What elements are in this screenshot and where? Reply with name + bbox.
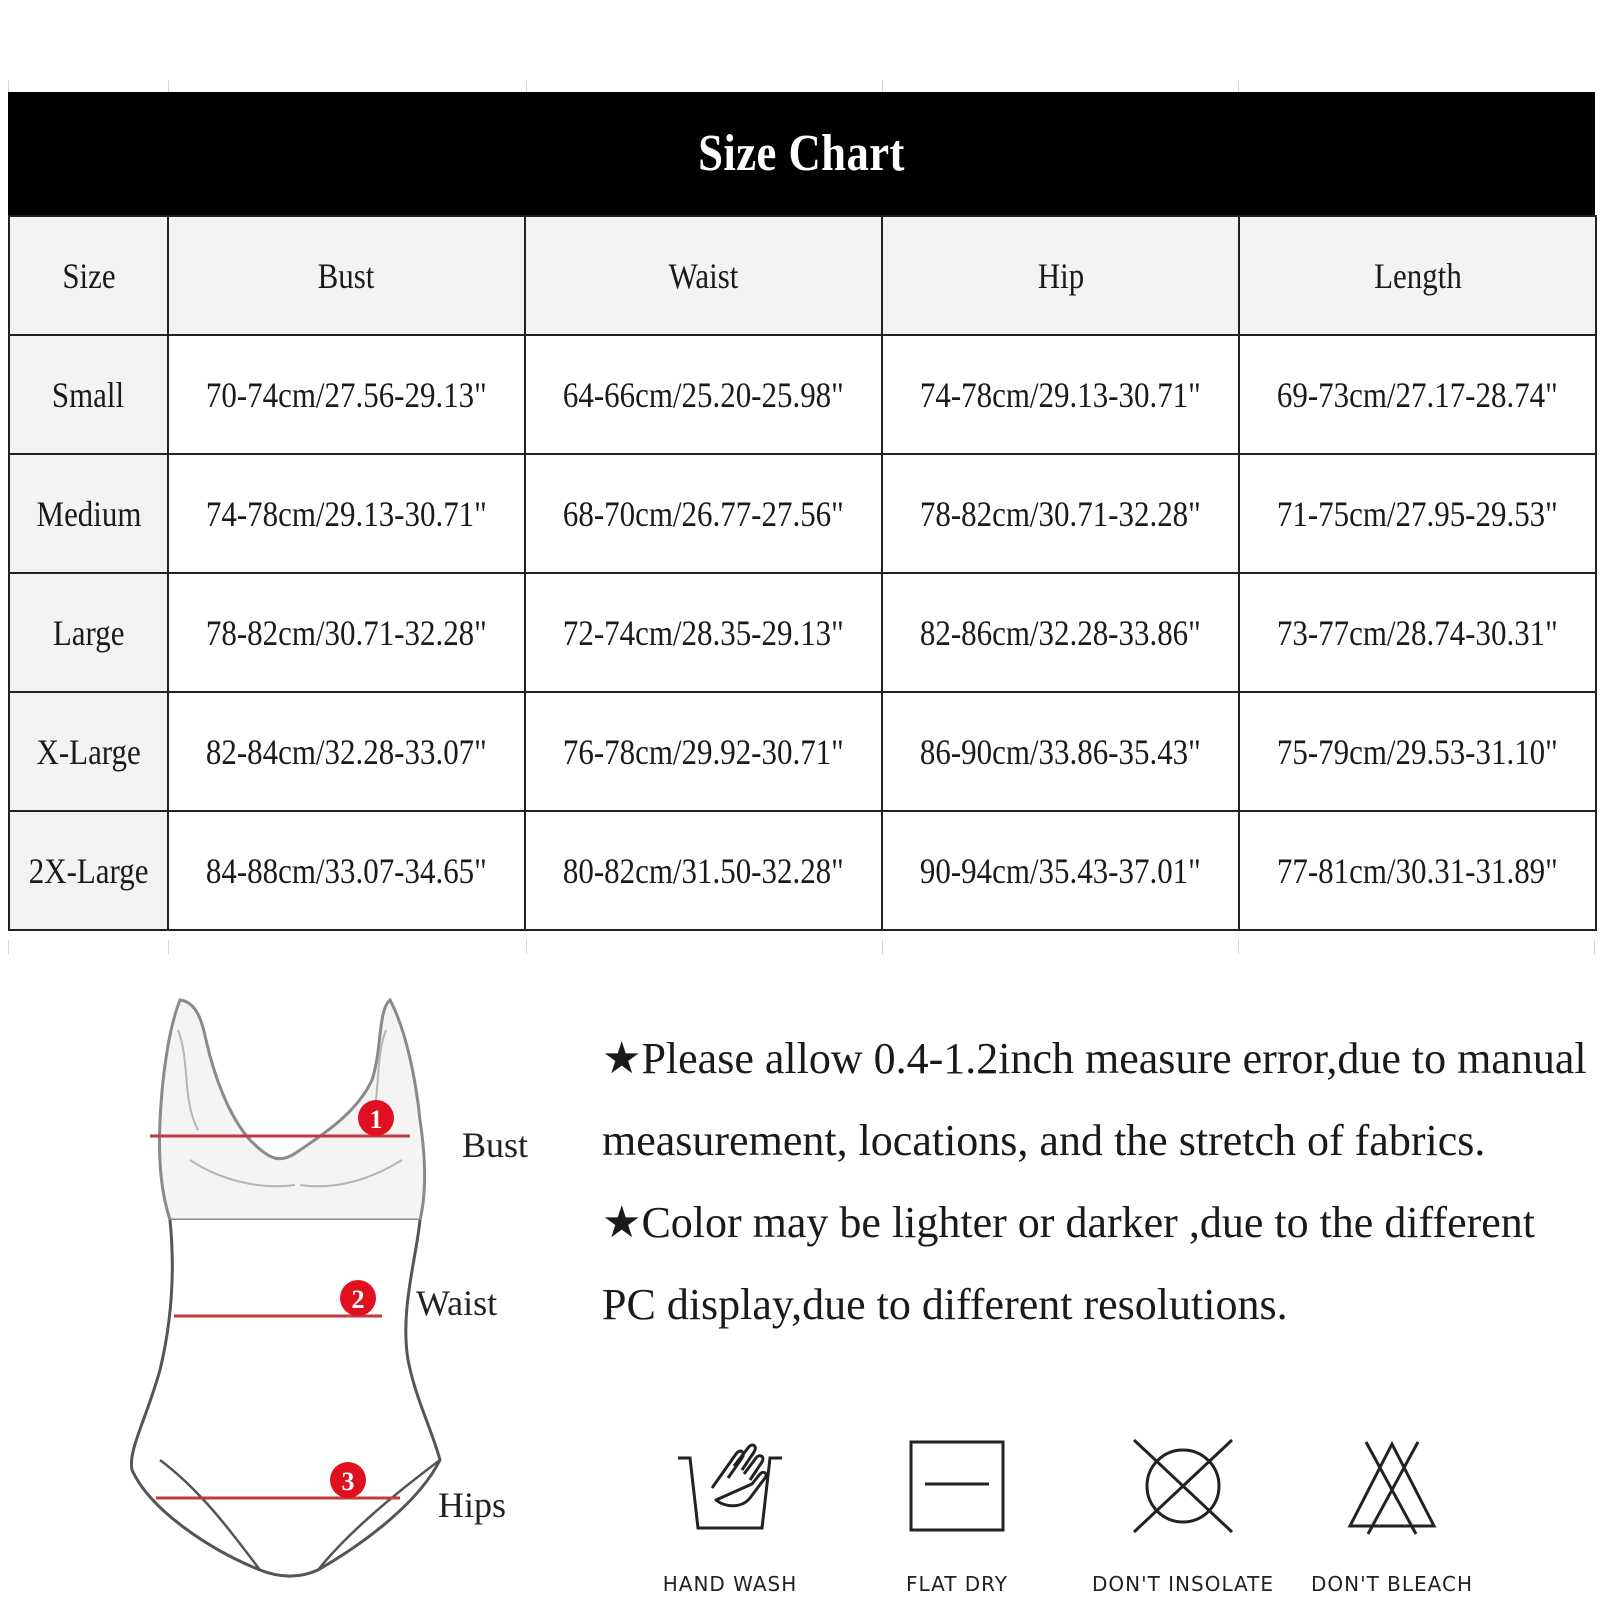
size-label: Small — [52, 374, 125, 415]
bust-cell — [168, 454, 525, 573]
length-value: 75-79cm/29.53-31.10" — [1277, 731, 1558, 772]
length-value: 77-81cm/30.31-31.89" — [1277, 850, 1558, 891]
care-label: HAND WASH — [662, 1572, 798, 1596]
hip-cell — [882, 811, 1239, 930]
waist-cell — [525, 573, 882, 692]
size-label: Medium — [36, 493, 141, 534]
marker-1-label: 1 — [369, 1105, 383, 1134]
notes — [602, 1018, 1592, 1346]
care-hand-wash — [630, 1436, 830, 1596]
hip-cell — [882, 692, 1239, 811]
length-cell — [1239, 811, 1596, 930]
header-label: Waist — [668, 255, 739, 296]
table-row — [9, 692, 1596, 811]
grid-tick — [168, 80, 169, 92]
hip-value: 82-86cm/32.28-33.86" — [920, 612, 1201, 653]
length-cell — [1239, 335, 1596, 454]
bust-value: 82-84cm/32.28-33.07" — [206, 731, 487, 772]
bust-cell — [168, 692, 525, 811]
hip-cell — [882, 335, 1239, 454]
size-cell — [9, 692, 168, 811]
care-label: DON'T BLEACH — [1310, 1572, 1473, 1596]
care-label: FLAT DRY — [905, 1572, 1009, 1596]
bust-cell — [168, 573, 525, 692]
grid-tick — [526, 940, 527, 954]
size-label: X-Large — [36, 731, 141, 772]
grid-tick — [882, 940, 883, 954]
table-row — [9, 335, 1596, 454]
grid-tick — [168, 940, 169, 954]
size-table — [8, 215, 1597, 931]
hips-label: Hips — [438, 1485, 507, 1525]
dont-bleach-icon — [1342, 1436, 1442, 1536]
hip-value: 78-82cm/30.71-32.28" — [920, 493, 1201, 534]
size-cell — [9, 335, 168, 454]
waist-value: 64-66cm/25.20-25.98" — [563, 374, 844, 415]
size-chart-title: Size Chart — [119, 92, 1484, 215]
care-dont-insolate — [1083, 1436, 1283, 1596]
marker-2-label: 2 — [351, 1285, 365, 1314]
bust-cell — [168, 811, 525, 930]
table-row — [9, 573, 1596, 692]
hip-value: 74-78cm/29.13-30.71" — [920, 374, 1201, 415]
care-label: DON'T INSOLATE — [1091, 1572, 1275, 1596]
dont-insolate-icon — [1128, 1436, 1238, 1536]
length-value: 69-73cm/27.17-28.74" — [1277, 374, 1558, 415]
hip-cell — [882, 454, 1239, 573]
header-label: Size — [61, 255, 116, 296]
grid-tick — [8, 80, 9, 92]
grid-tick — [8, 940, 9, 954]
hip-cell — [882, 573, 1239, 692]
table-header-row — [9, 216, 1596, 335]
marker-3-label: 3 — [341, 1467, 355, 1496]
header-label: Length — [1373, 255, 1462, 296]
size-cell — [9, 811, 168, 930]
size-cell — [9, 454, 168, 573]
header-label: Hip — [1037, 255, 1084, 296]
hand-wash-icon — [670, 1436, 790, 1536]
waist-value: 80-82cm/31.50-32.28" — [563, 850, 844, 891]
length-value: 71-75cm/27.95-29.53" — [1277, 493, 1558, 534]
length-value: 73-77cm/28.74-30.31" — [1277, 612, 1558, 653]
waist-cell — [525, 335, 882, 454]
note-color-variance: ★Color may be lighter or darker ,due to the different PC display,due to different resolutions. — [602, 1198, 1536, 1329]
bust-value: 70-74cm/27.56-29.13" — [206, 374, 487, 415]
bust-label: Bust — [462, 1125, 529, 1165]
header-waist — [525, 216, 882, 335]
grid-tick — [1238, 940, 1239, 954]
size-chart — [8, 92, 1595, 931]
waist-cell — [525, 454, 882, 573]
grid-tick — [526, 80, 527, 92]
grid-tick — [1594, 940, 1595, 954]
care-flat-dry — [857, 1436, 1057, 1596]
grid-tick — [1238, 80, 1239, 92]
header-label: Bust — [318, 255, 375, 296]
waist-cell — [525, 692, 882, 811]
length-cell — [1239, 573, 1596, 692]
size-chart-title-bar — [8, 92, 1595, 215]
header-bust — [168, 216, 525, 335]
table-row — [9, 811, 1596, 930]
hip-value: 86-90cm/33.86-35.43" — [920, 731, 1201, 772]
header-length — [1239, 216, 1596, 335]
bust-value: 78-82cm/30.71-32.28" — [206, 612, 487, 653]
size-cell — [9, 573, 168, 692]
waist-value: 68-70cm/26.77-27.56" — [563, 493, 844, 534]
bust-value: 74-78cm/29.13-30.71" — [206, 493, 487, 534]
grid-tick — [882, 80, 883, 92]
size-label: 2X-Large — [28, 850, 149, 891]
flat-dry-icon — [907, 1436, 1007, 1536]
hip-value: 90-94cm/35.43-37.01" — [920, 850, 1201, 891]
bust-cell — [168, 335, 525, 454]
care-dont-bleach — [1292, 1436, 1492, 1596]
header-hip — [882, 216, 1239, 335]
size-label: Large — [52, 612, 125, 653]
waist-label: Waist — [416, 1283, 498, 1323]
bodysuit-body — [131, 1220, 440, 1576]
note-measure-error: ★Please allow 0.4-1.2inch measure error,due to manual measurement, locations, and the stretch of fabrics. — [602, 1034, 1587, 1165]
bust-value: 84-88cm/33.07-34.65" — [206, 850, 487, 891]
waist-value: 72-74cm/28.35-29.13" — [563, 612, 844, 653]
header-size — [9, 216, 168, 335]
waist-value: 76-78cm/29.92-30.71" — [563, 731, 844, 772]
length-cell — [1239, 454, 1596, 573]
table-row — [9, 454, 1596, 573]
waist-cell — [525, 811, 882, 930]
measurement-diagram — [120, 990, 560, 1590]
length-cell — [1239, 692, 1596, 811]
